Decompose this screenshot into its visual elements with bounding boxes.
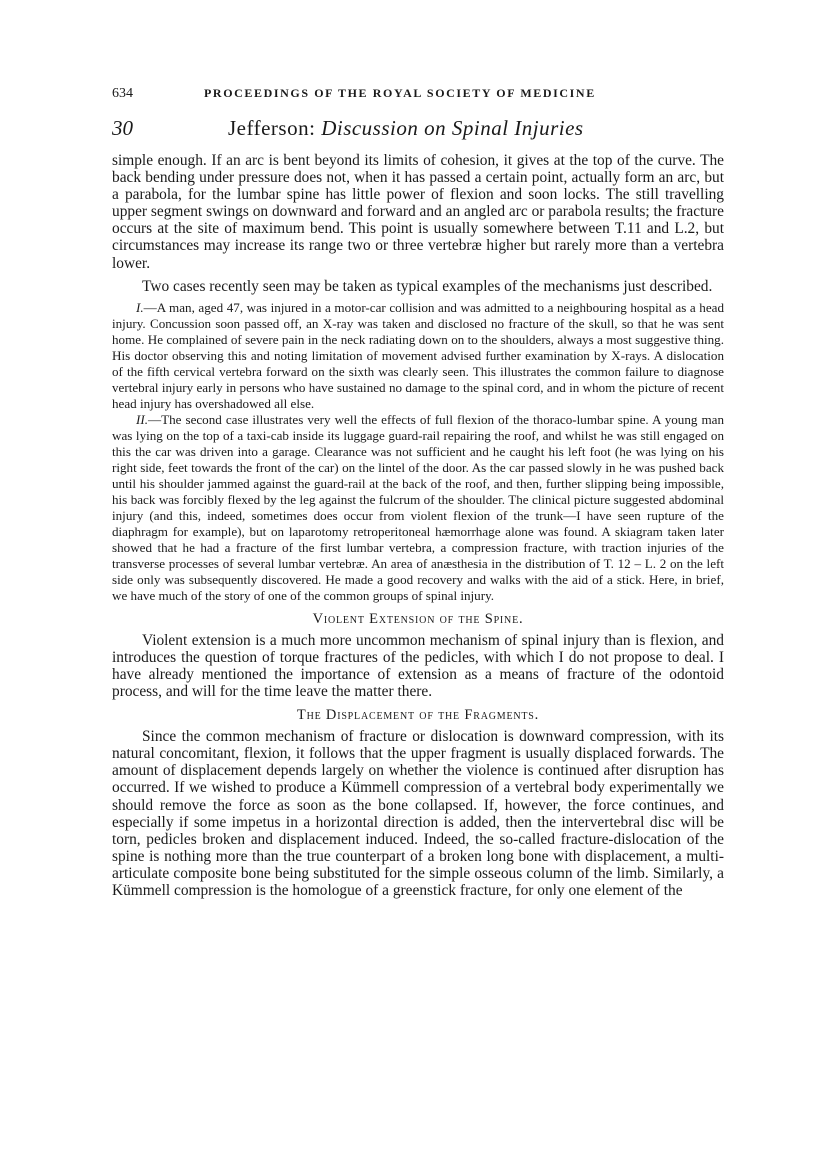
article-title-text: Discussion on Spinal Injuries — [321, 116, 584, 140]
case-1 — [112, 300, 724, 412]
paragraph-1: simple enough. If an arc is bent beyond its limits of cohesion, it gives at the top of the curve. The back bending under pressure does not, when it has passed a certain point, actually form an arc, but a parabola, for the lumbar spine has little power of flexion and soon locks. The still travelling upper segment swings on downward and forward and an angled arc or parabola results; the fracture occurs at the site of maximum bend. This point is usually somewhere between T.11 and L.2, but circumstances may increase its range two or three vertebræ higher but rarely more than a vertebra lower. — [112, 152, 724, 272]
article-head — [112, 116, 724, 148]
case-2 — [112, 412, 724, 604]
journal-title: PROCEEDINGS OF THE ROYAL SOCIETY OF MEDICINE — [204, 86, 596, 100]
paragraph-4: Since the common mechanism of fracture or dislocation is downward compression, with its natural concomitant, flexion, it follows that the upper fragment is usually displaced forwards. The amount of displacement depends largely on whether the violence is continued after disruption has occurred. If we wished to produce a Kümmell compression of a vertebral body experimentally we should remove the force as soon as the bone collapsed. If, however, the force continues, and especially if some impetus in a horizontal direction is added, then the intervertebral disc will be torn, pedicles broken and displacement induced. Indeed, the so-called fracture-dislocation of the spine is nothing more than the true counterpart of a broken long bone with displacement, a multi-articulate composite bone being substituted for the simple osseous column of the limb. Similarly, a Kümmell compression is the homologue of a greenstick fracture, for only one element of the — [112, 728, 724, 899]
section-heading-displacement: The Displacement of the Fragments. — [296, 707, 540, 724]
section-heading-extension: Violent Extension of the Spine. — [312, 610, 524, 627]
case-1-label: I. — [136, 299, 144, 315]
author-name: Jefferson — [228, 116, 310, 140]
page — [112, 86, 724, 899]
page-number: 634 — [112, 86, 133, 101]
paragraph-3: Violent extension is a much more uncommon mechanism of spinal injury than is flexion, and introduces the question of torque fractures of the pedicles, with which I do not propose to deal. I have already mentioned the importance of extension as a means of fracture of the odontoid process, and will for the time leave the matter there. — [112, 631, 724, 701]
running-head — [112, 86, 724, 108]
title-separator: : — [309, 116, 322, 140]
section-number: 30 — [112, 116, 133, 140]
case-2-label: II. — [136, 411, 148, 427]
case-1-text: —A man, aged 47, was injured in a motor-car collision and was admitted to a neighbouring hospital as a head injury. Concussion soon passed off, an X-ray was taken and disclosed no fracture of the skull, so that he was sent home. He complained of severe pain in the neck radiating down on to the shoulders, always a most suggestive thing. His doctor observing this and noting limitation of movement advised further examination by X-rays. A dislocation of the fifth cervical vertebra forward on the sixth was clearly seen. This illustrates the common failure to diagnose vertebral injury early in persons who have sustained no damage to the spinal cord, and in whom the picture of recent head injury has overshadowed all else. — [112, 299, 724, 411]
article-title — [228, 116, 584, 141]
paragraph-2: Two cases recently seen may be taken as typical examples of the mechanisms just described. — [142, 277, 713, 295]
case-2-text: —The second case illustrates very well the effects of full flexion of the thoraco-lumbar spine. A young man was lying on the top of a taxi-cab inside its luggage guard-rail repairing the roof, and whilst he was still engaged on this the car was driven into a garage. Clearance was not sufficient and he caught his left foot (he was lying on his right side, feet towards the front of the car) on the lintel of the door. As the car passed slowly in he was pushed back until his shoulder jammed against the guard-rail at the back of the roof, and then, further slipping being impossible, his back was forcibly flexed by the leg against the fulcrum of the shoulder. The clinical picture suggested abdominal injury (and this, indeed, sometimes does occur from violent flexion of the trunk—I have seen rupture of the diaphragm for example), but on laparotomy retroperitoneal hæmorrhage alone was found. A skiagram taken later showed that he had a fracture of the first lumbar vertebra, a compression fracture, with traction injuries of the transverse processes of several lumbar vertebræ. An area of anæsthesia in the distribution of T. 12 – L. 2 on the left side only was subsequently discovered. He made a good recovery and walks with the aid of a stick. Here, in brief, we have much of the story of one of the common groups of spinal injury. — [112, 411, 724, 603]
